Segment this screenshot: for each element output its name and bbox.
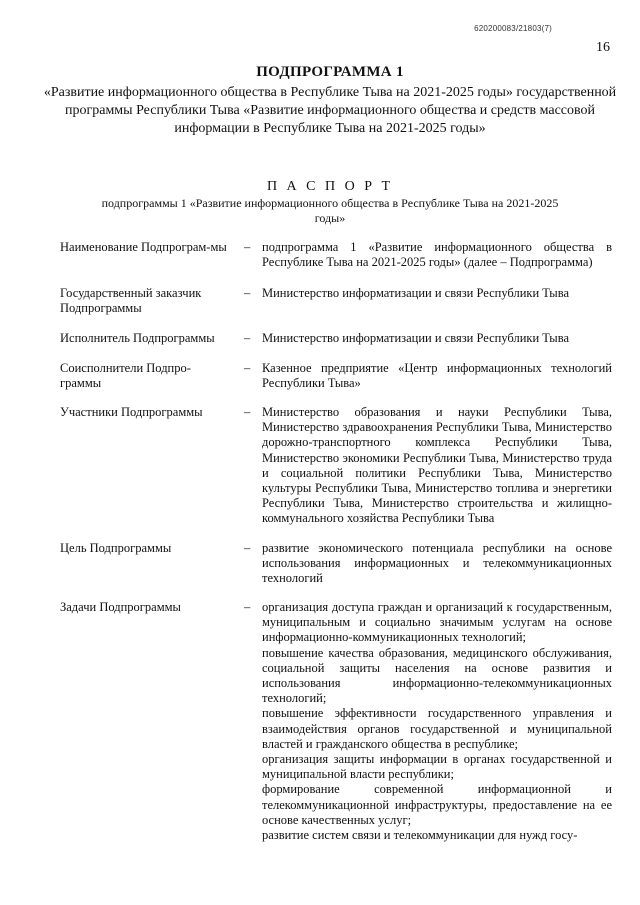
row-dash: – (244, 541, 251, 555)
row-dash: – (244, 600, 251, 614)
page-number: 16 (596, 40, 610, 55)
row-label: Задачи Подпрограммы (60, 600, 181, 614)
row-value (262, 240, 612, 270)
value-line: Казенное предприятие «Центр информационных технологий Республики Тыва» (262, 361, 612, 391)
row-dash: – (244, 331, 251, 345)
passport-block (100, 178, 560, 226)
row-value (262, 286, 612, 301)
row-dash: – (244, 405, 251, 419)
row-label: Государственный заказчик Подпрограммы (60, 286, 202, 316)
row-label: Цель Подпрограммы (60, 541, 172, 555)
subprogram-subtitle: «Развитие информационного общества в Республике Тыва на 2021-2025 годы» государственной программы Республики Тыва «Развитие информационного общества и средств массовой информации в Республике Тыва на 2021-2025 годы» (43, 85, 617, 136)
subprogram-heading: ПОДПРОГРАММА 1 (256, 64, 404, 80)
value-line: повышение качества образования, медицинского обслуживания, социальной защиты населения на основе развития и использования информационно-телекоммуникационных технологий; (262, 645, 612, 706)
value-line: организация защиты информации в органах государственной и муниципальной власти республики; (262, 752, 612, 782)
row-dash: – (244, 361, 251, 375)
row-value (262, 361, 612, 391)
value-line: Министерство информатизации и связи Республики Тыва (262, 286, 569, 300)
passport-subheading: подпрограммы 1 «Развитие информационного общества в Республике Тыва на 2021-2025 годы» (101, 196, 559, 225)
passport-heading: П А С П О Р Т (266, 179, 394, 194)
row-value (262, 541, 612, 587)
value-line: Министерство образования и науки Республики Тыва, Министерство здравоохранения Республики Тыва, Министерство дорожно-транспортного комплекса Республики Тыва, Министерство экономики Республики Тыва, Министерство труда и социальной политики Республики Тыва, Министерство культуры Республики Тыва, Министерство топлива и энергетики Республики Тыва, Министерство строительства и жилищно-коммунального хозяйства Республики Тыва (262, 405, 612, 526)
row-label: Соисполнители Подпро-граммы (60, 361, 191, 391)
row-label: Наименование Подпрограм-мы (60, 240, 227, 254)
value-line: подпрограмма 1 «Развитие информационного общества в Республике Тыва на 2021-2025 годы» (далее – Подпрограмма) (262, 240, 612, 270)
value-line: Министерство информатизации и связи Республики Тыва (262, 331, 569, 345)
value-line: формирование современной информационной и телекоммуникационной инфраструктуры, предоставление на ее основе качественных услуг; (262, 782, 612, 827)
row-value (262, 331, 612, 346)
row-value (262, 405, 612, 527)
row-value (262, 600, 612, 843)
row-dash: – (244, 286, 251, 300)
value-line: развитие систем связи и телекоммуникации для нужд госу- (262, 828, 578, 843)
row-dash: – (244, 240, 251, 254)
document-code: 620200083/21803(7) (474, 24, 552, 33)
title-block (40, 64, 620, 138)
row-label: Исполнитель Подпрограммы (60, 331, 215, 345)
value-line: развитие экономического потенциала республики на основе использования информационных и телекоммуникационных технологий (262, 541, 612, 586)
value-line: организация доступа граждан и организаций к государственным, муниципальным и социально значимым услугам на основе информационно-коммуникационных технологий; (262, 600, 612, 645)
value-line: повышение эффективности государственного управления и взаимодействия органов государственной и муниципальной властей и гражданского общества в республике; (262, 706, 612, 751)
row-label: Участники Подпрограммы (60, 405, 203, 419)
